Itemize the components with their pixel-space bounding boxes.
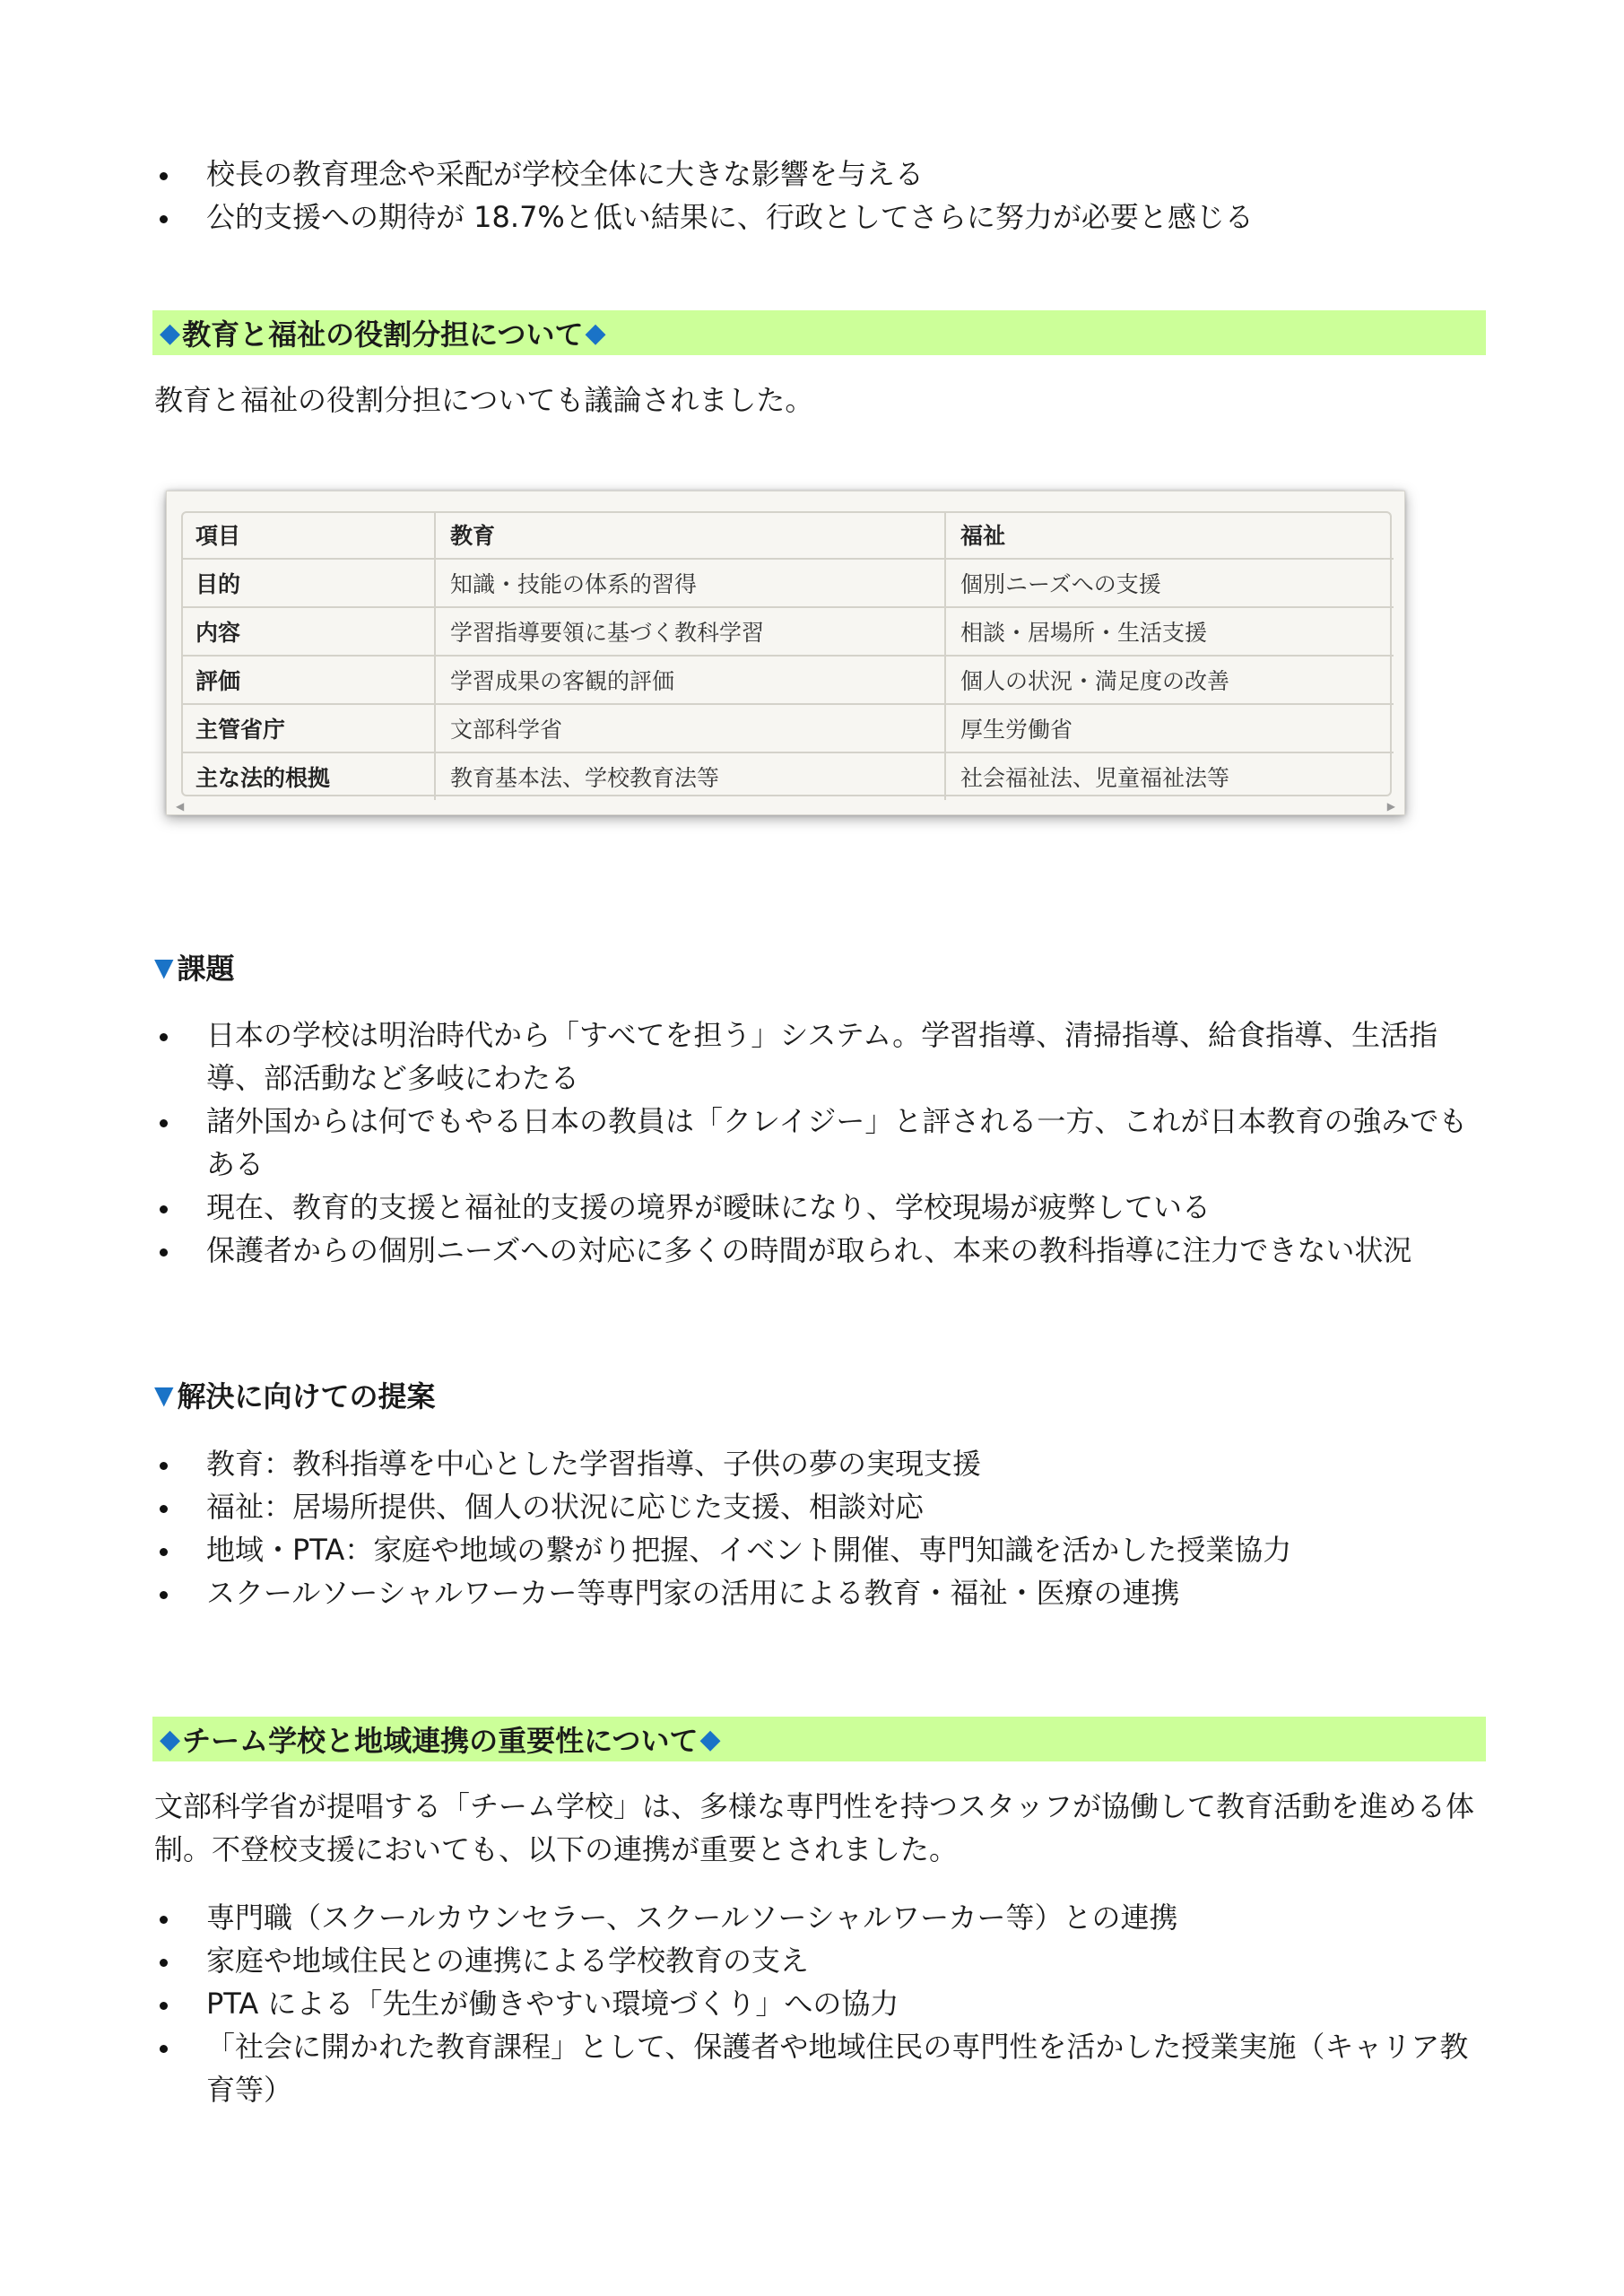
proposals-heading-text: 解決に向けての提案 xyxy=(177,1379,436,1413)
proposals-list xyxy=(154,1442,1490,1614)
proposals-heading xyxy=(154,1374,436,1415)
triangle-down-icon: ▼ xyxy=(154,1379,174,1410)
table-row xyxy=(181,704,1394,752)
list-item: 教育：教科指導を中心とした学習指導、子供の夢の実現支援 xyxy=(154,1442,1490,1485)
table-cell: 個人の状況・満足度の改善 xyxy=(945,656,1394,704)
table-row xyxy=(181,559,1394,607)
scroll-left-arrow-icon[interactable]: ◀ xyxy=(176,800,185,813)
list-item: 日本の学校は明治時代から「すべてを担う」システム。学習指導、清掃指導、給食指導、生活指導、部活動など多岐にわたる xyxy=(154,1013,1490,1100)
table-cell: 文部科学省 xyxy=(435,704,945,752)
table-cell: 主な法的根拠 xyxy=(181,752,435,800)
diamond-icon: ◆ xyxy=(160,1723,181,1755)
table-header-cell: 項目 xyxy=(181,511,435,559)
table-cell: 個別ニーズへの支援 xyxy=(945,559,1394,607)
section-heading-text: チーム学校と地域連携の重要性について xyxy=(182,1724,699,1758)
triangle-down-icon: ▼ xyxy=(154,952,174,982)
issues-list xyxy=(154,1013,1490,1272)
list-item: 家庭や地域住民との連携による学校教育の支え xyxy=(154,1939,1490,1982)
team-school-list xyxy=(154,1896,1490,2111)
diamond-icon: ◆ xyxy=(699,1723,721,1755)
comparison-table xyxy=(181,511,1394,800)
table-cell: 学習指導要領に基づく教科学習 xyxy=(435,607,945,656)
list-item: 諸外国からは何でもやる日本の教員は「クレイジー」と評される一方、これが日本教育の強みでもある xyxy=(154,1100,1490,1186)
diamond-icon: ◆ xyxy=(585,317,606,349)
table-cell: 主管省庁 xyxy=(181,704,435,752)
table-cell: 評価 xyxy=(181,656,435,704)
issues-heading xyxy=(154,946,235,987)
section-intro: 文部科学省が提唱する「チーム学校」は、多様な専門性を持つスタッフが協働して教育活動を進める体制。不登校支援においても、以下の連携が重要とされました。 xyxy=(154,1789,1475,1866)
list-item: 福祉：居場所提供、個人の状況に応じた支援、相談対応 xyxy=(154,1485,1490,1528)
issues-heading-text: 課題 xyxy=(177,952,235,986)
section-intro: 教育と福祉の役割分担についても議論されました。 xyxy=(154,383,814,417)
table-header-row xyxy=(181,511,1394,559)
list-item: 現在、教育的支援と福祉的支援の境界が曖昧になり、学校現場が疲弊している xyxy=(154,1186,1490,1229)
list-item: 校長の教育理念や采配が学校全体に大きな影響を与える xyxy=(154,152,1490,196)
table-header-cell: 教育 xyxy=(435,511,945,559)
table-cell: 厚生労働省 xyxy=(945,704,1394,752)
comparison-table-image xyxy=(166,491,1405,815)
scroll-right-arrow-icon[interactable]: ▶ xyxy=(1386,800,1395,813)
table-cell: 相談・居場所・生活支援 xyxy=(945,607,1394,656)
list-item: PTA による「先生が働きやすい環境づくり」への協力 xyxy=(154,1982,1490,2025)
list-item: 地域・PTA：家庭や地域の繋がり把握、イベント開催、専門知識を活かした授業協力 xyxy=(154,1528,1490,1571)
table-row xyxy=(181,607,1394,656)
section-heading-team-school xyxy=(152,1717,1486,1761)
section-heading-role-sharing xyxy=(152,310,1486,355)
list-item: 公的支援への期待が 18.7%と低い結果に、行政としてさらに努力が必要と感じる xyxy=(154,196,1490,239)
table-cell: 内容 xyxy=(181,607,435,656)
table-row xyxy=(181,656,1394,704)
top-bullet-list xyxy=(154,152,1490,239)
table-row xyxy=(181,752,1394,800)
list-item: スクールソーシャルワーカー等専門家の活用による教育・福祉・医療の連携 xyxy=(154,1571,1490,1614)
list-item: 専門職（スクールカウンセラー、スクールソーシャルワーカー等）との連携 xyxy=(154,1896,1490,1939)
list-item: 「社会に開かれた教育課程」として、保護者や地域住民の専門性を活かした授業実施（キャリア教育等） xyxy=(154,2025,1490,2111)
section-heading-text: 教育と福祉の役割分担について xyxy=(182,317,584,352)
list-item: 保護者からの個別ニーズへの対応に多くの時間が取られ、本来の教科指導に注力できない状況 xyxy=(154,1229,1490,1272)
table-header-cell: 福祉 xyxy=(945,511,1394,559)
table-cell: 教育基本法、学校教育法等 xyxy=(435,752,945,800)
table-cell: 社会福祉法、児童福祉法等 xyxy=(960,765,1230,791)
table-cell: 知識・技能の体系的習得 xyxy=(435,559,945,607)
diamond-icon: ◆ xyxy=(160,317,181,349)
table-cell: 学習成果の客観的評価 xyxy=(435,656,945,704)
table-cell: 目的 xyxy=(181,559,435,607)
